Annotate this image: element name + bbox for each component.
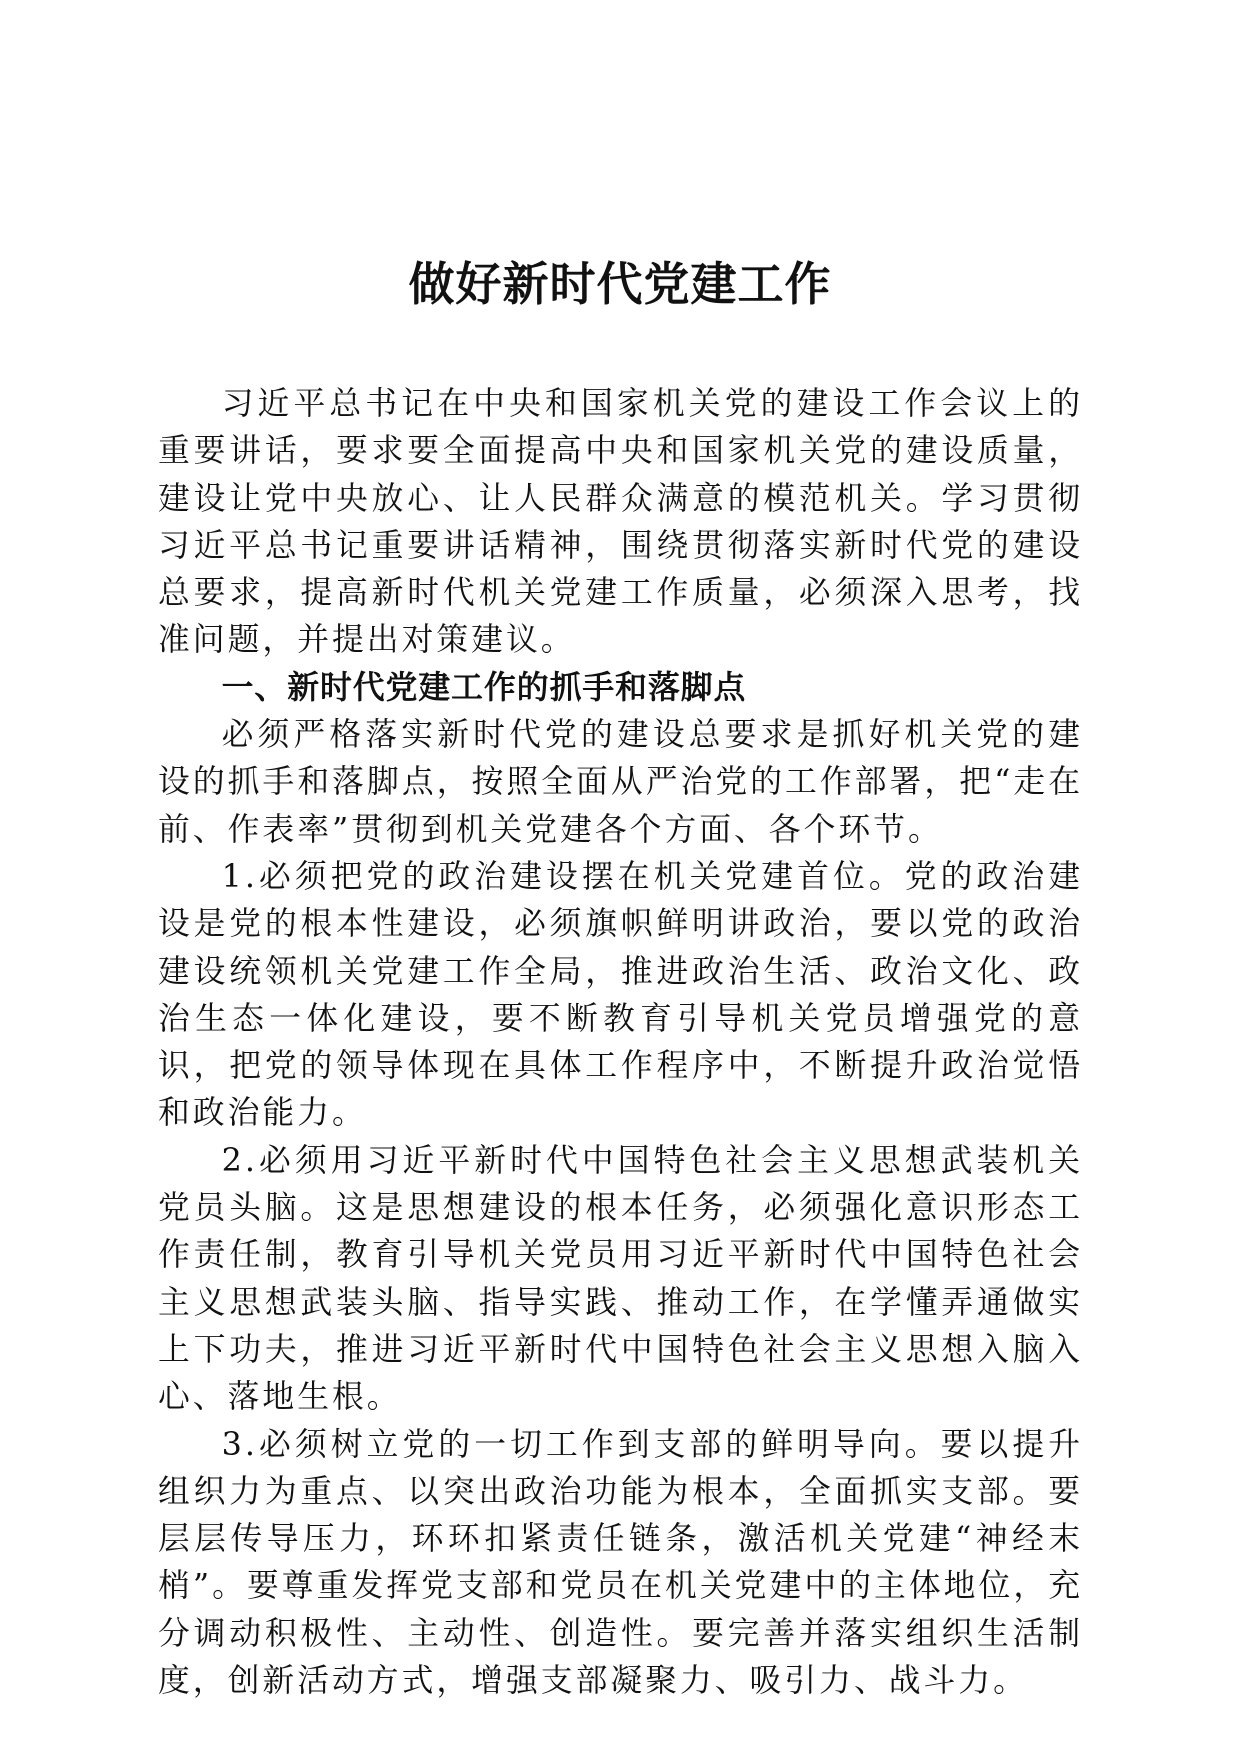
point-paragraph-3: 3.必须树立党的一切工作到支部的鲜明导向。要以提升组织力为重点、以突出政治功能为根本，全面抓实支部。要层层传导压力，环环扣紧责任链条，激活机关党建“神经末梢”。要尊重发挥党支部和党员在机关党建中的主体地位，充分调动积极性、主动性、创造性。要完善并落实组织生活制度，创新活动方式，增强支部凝聚力、吸引力、战斗力。 bbox=[158, 1425, 1083, 1700]
point-paragraph-2: 2.必须用习近平新时代中国特色社会主义思想武装机关党员头脑。这是思想建设的根本任务，必须强化意识形态工作责任制，教育引导机关党员用习近平新时代中国特色社会主义思想武装头脑、指导实践、推动工作，在学懂弄通做实上下功夫，推进习近平新时代中国特色社会主义思想入脑入心、落地生根。 bbox=[158, 1141, 1083, 1416]
intro-paragraph: 习近平总书记在中央和国家机关党的建设工作会议上的重要讲话，要求要全面提高中央和国家机关党的建设质量，建设让党中央放心、让人民群众满意的模范机关。学习贯彻习近平总书记重要讲话精神，围绕贯彻落实新时代党的建设总要求，提高新时代机关党建工作质量，必须深入思考，找准问题，并提出对策建议。 bbox=[158, 385, 1083, 659]
document-title: 做好新时代党建工作 bbox=[408, 257, 832, 311]
document-body bbox=[158, 380, 1083, 1704]
section-heading: 一、新时代党建工作的抓手和落脚点 bbox=[221, 668, 747, 706]
point-paragraph-1: 1.必须把党的政治建设摆在机关党建首位。党的政治建设是党的根本性建设，必须旗帜鲜明讲政治，要以党的政治建设统领机关党建工作全局，推进政治生活、政治文化、政治生态一体化建设，要不断教育引导机关党员增强党的意识，把党的领导体现在具体工作程序中，不断提升政治觉悟和政治能力。 bbox=[158, 857, 1083, 1132]
section-lead-paragraph: 必须严格落实新时代党的建设总要求是抓好机关党的建设的抓手和落脚点，按照全面从严治党的工作部署，把“走在前、作表率”贯彻到机关党建各个方面、各个环节。 bbox=[158, 716, 1083, 848]
